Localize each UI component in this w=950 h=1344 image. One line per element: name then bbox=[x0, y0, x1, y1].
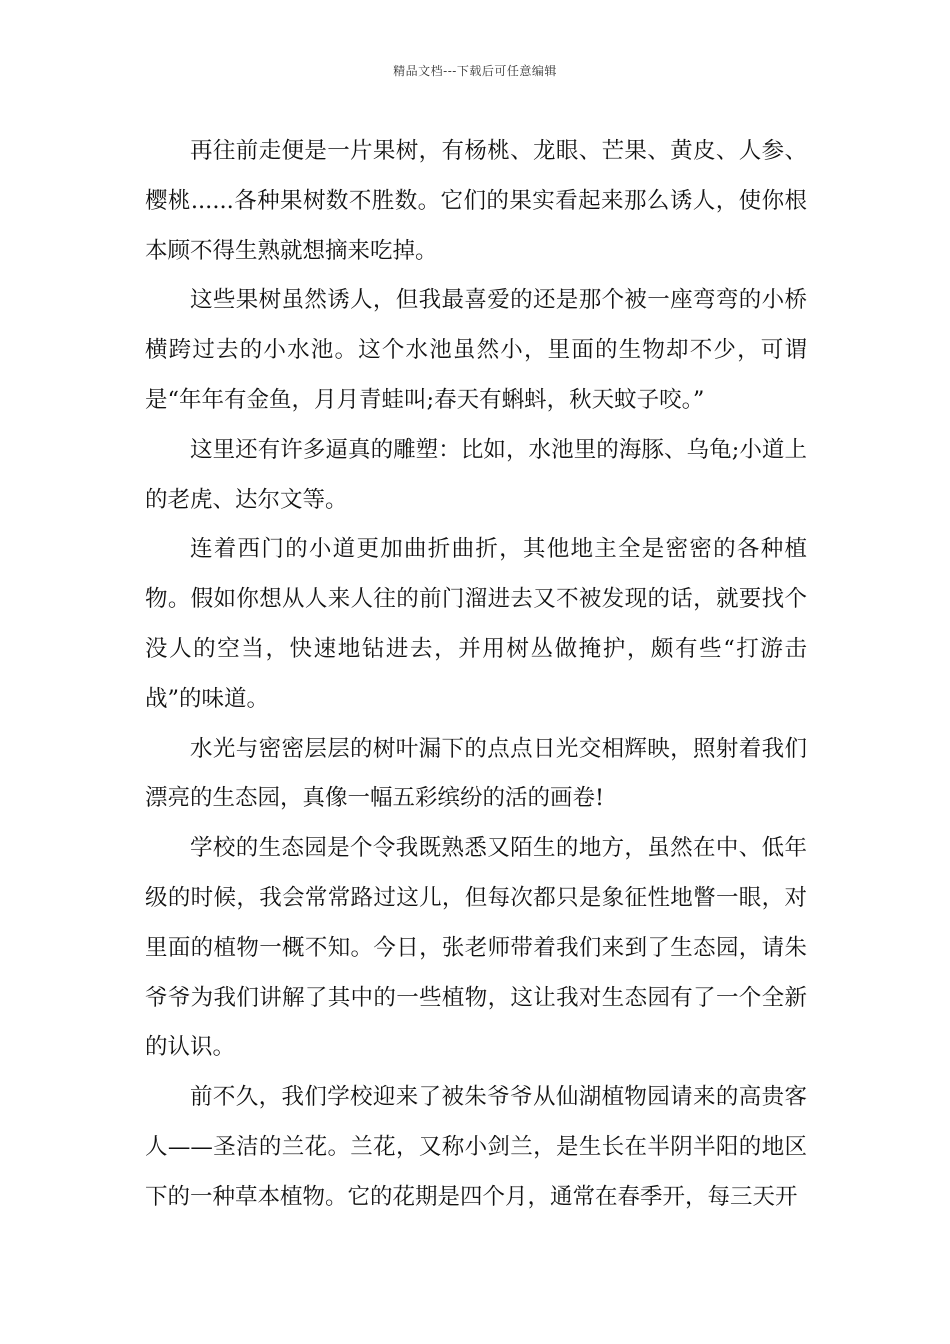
paragraph: 水光与密密层层的树叶漏下的点点日光交相辉映，照射着我们漂亮的生态园，真像一幅五彩缤纷的活的画卷! bbox=[145, 735, 807, 812]
page-header: 精品文档---下载后可任意编辑 bbox=[393, 64, 557, 78]
paragraph: 连着西门的小道更加曲折曲折，其他地主全是密密的各种植物。假如你想从人来人往的前门溜进去又不被发现的话，就要找个没人的空当，快速地钻进去，并用树丛做掩护，颇有些“打游击战”的味道。 bbox=[145, 536, 807, 712]
paragraph: 这里还有许多逼真的雕塑：比如，水池里的海豚、乌龟;小道上的老虎、达尔文等。 bbox=[145, 436, 807, 513]
paragraph: 这些果树虽然诱人，但我最喜爱的还是那个被一座弯弯的小桥横跨过去的小水池。这个水池虽然小，里面的生物却不少，可谓是“年年有金鱼，月月青蛙叫;春天有蝌蚪，秋天蚊子咬。” bbox=[145, 287, 807, 413]
paragraph: 前不久，我们学校迎来了被朱爷爷从仙湖植物园请来的高贵客人——圣洁的兰花。兰花，又称小剑兰，是生长在半阴半阳的地区下的一种草本植物。它的花期是四个月，通常在春季开，每三天开 bbox=[145, 1084, 807, 1210]
paragraph: 再往前走便是一片果树，有杨桃、龙眼、芒果、黄皮、人参、樱桃......各种果树数不胜数。它们的果实看起来那么诱人，使你根本顾不得生熟就想摘来吃掉。 bbox=[145, 138, 807, 264]
paragraph: 学校的生态园是个令我既熟悉又陌生的地方，虽然在中、低年级的时候，我会常常路过这儿，但每次都只是象征性地瞥一眼，对里面的植物一概不知。今日，张老师带着我们来到了生态园，请朱爷爷为我们讲解了其中的一些植物，这让我对生态园有了一个全新的认识。 bbox=[145, 835, 807, 1061]
document-body bbox=[145, 127, 807, 1223]
